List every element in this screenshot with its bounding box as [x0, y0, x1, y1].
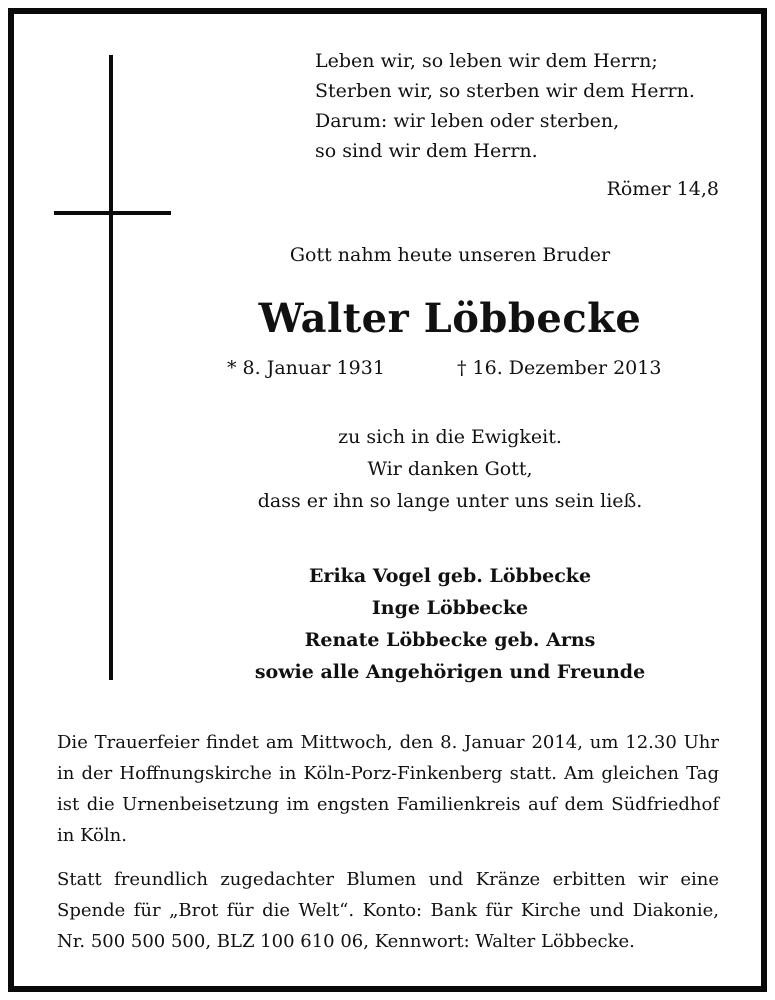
closing-line: zu sich in die Ewigkeit. [338, 426, 562, 448]
verse-reference: Römer 14,8 [606, 178, 719, 200]
verse-line: Leben wir, so leben wir dem Herrn; [315, 50, 658, 72]
funeral-notice [57, 727, 719, 851]
mourner-name: Inge Löbbecke [371, 597, 529, 619]
birth-date: * 8. Januar 1931 [227, 357, 385, 379]
mourner-name: Renate Löbbecke geb. Arns [304, 629, 596, 651]
closing-text [140, 421, 760, 517]
intro-text: Gott nahm heute unseren Bruder [289, 244, 611, 266]
verse-line: Sterben wir, so sterben wir dem Herrn. [315, 80, 695, 102]
mourner-name: Erika Vogel geb. Löbbecke [308, 565, 592, 587]
death-date: † 16. Dezember 2013 [457, 357, 662, 379]
cross-vertical-bar [109, 55, 113, 680]
funeral-notice-text: Die Trauerfeier findet am Mittwoch, den 8. Januar 2014, um 12.30 Uhr in der Hoffnungskirche in Köln-Porz-Finkenberg statt. Am gleichen Tag ist die Urnenbeisetzung im engsten Familienkreis auf dem Südfriedhof in Köln. [57, 732, 719, 846]
mourners-list [140, 560, 760, 688]
donation-notice [57, 864, 719, 957]
verse-line: so sind wir dem Herrn. [315, 140, 538, 162]
mourner-name: sowie alle Angehörigen und Freunde [254, 661, 646, 683]
verse-line: Darum: wir leben oder sterben, [315, 110, 620, 132]
donation-notice-text: Statt freundlich zugedachter Blumen und Kränze erbitten wir eine Spende für „Brot für die Welt“. Konto: Bank für Kirche und Diakonie, Nr. 500 500 500, BLZ 100 610 06, Kennwort: Walter Löbbecke. [57, 869, 719, 952]
bible-verse [315, 46, 695, 166]
closing-line: dass er ihn so lange unter uns sein ließ. [257, 490, 643, 512]
deceased-name: Walter Löbbecke [258, 295, 642, 342]
closing-line: Wir danken Gott, [367, 458, 533, 480]
cross-horizontal-bar [54, 211, 171, 215]
